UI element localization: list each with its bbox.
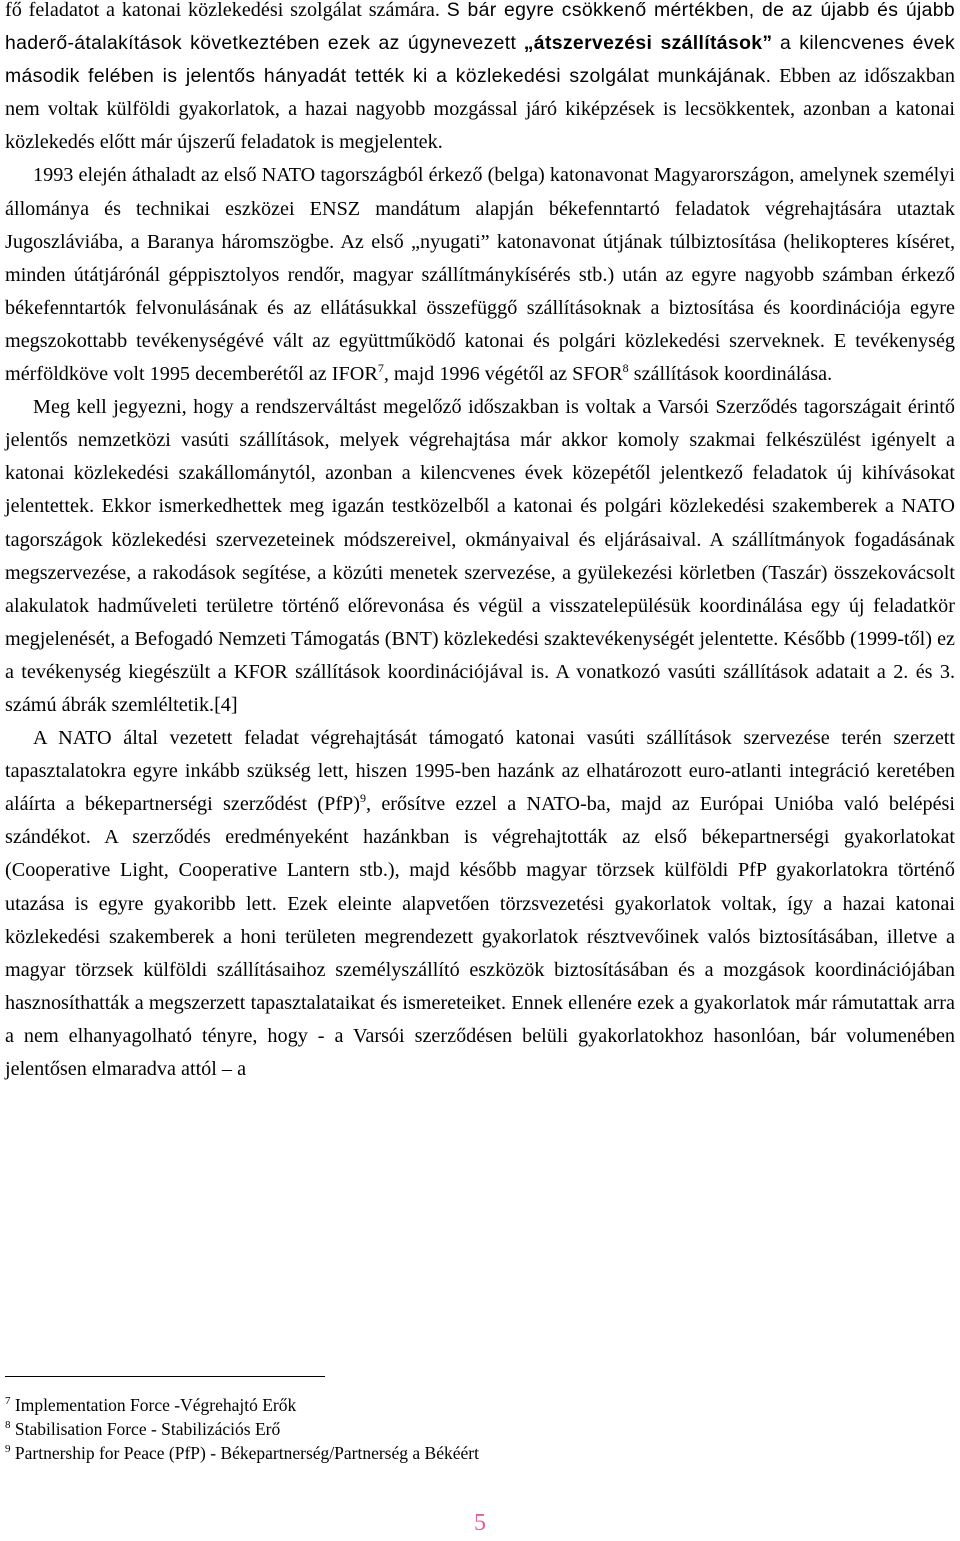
paragraph-3 [5,391,955,722]
footnote-ref-8: 8 [622,361,629,376]
paragraph-1-sans-a: S bár egyre csökkenő mértékben, de az újabb és újabb haderő-átalakítások következtében ezek az úgynevezett [5,0,956,55]
paragraph-1-sans-b: a kilencvenes évek második felében is jelentős hányadát tették ki a közlekedési szolgálat munkájának. [5,32,955,88]
footnote-text: Implementation Force -Végrehajtó Erők [14,1395,297,1415]
paragraph-2-text-a: 1993 elején áthaladt az első NATO tagországból érkező (belga) katonavonat Magyarországon, amelynek személyi állománya és technikai eszközei ENSZ mandátum alapján békefenntartó feladatok végrehajtására utaztak Jugoszláviába, a Baranya háromszögbe. Az első „nyugati” katonavonat útjának túlbiztosítása (helikopteres kíséret, minden útátjárónál géppisztolyos rendőr, magyar szállítmánykísérés stb.) után az egyre nagyobb számban érkező békefenntartók felvonulásának és az ellátásukkal összefüggő szállításoknak a biztosítása és koordinációja egyre megszokottabb tevékenységévé vált az együttműködő katonai és polgári közlekedési szerveknek. E tevékenység mérföldköve volt 1995 decemberétől az IFOR [5,164,955,386]
body-text [5,0,955,1086]
footnote-mark: 7 [5,1395,11,1407]
term-atszervezesi-szallitasok: „átszervezési szállítások” [523,32,773,55]
footnote-mark: 9 [5,1443,11,1455]
footnote-ref-7: 7 [377,361,384,376]
footnote-9 [5,1441,479,1465]
paragraph-3-text: Meg kell jegyezni, hogy a rendszerváltást megelőző időszakban is voltak a Varsói Szerződés tagországait érintő jelentős nemzetközi vasúti szállítások, melyek végrehajtása már akkor komoly szakmai felkészülést igényelt a katonai közlekedési szakállománytól, azonban a kilencvenes évek közepétől jelentkező feladatok új kihívásokat jelentettek. Ekkor ismerkedhettek meg igazán testközelből a katonai és polgári közlekedési szakemberek a NATO tagországok közlekedési szervezeteinek módszereivel, okmányaival és eljárásaival. A szállítmányok fogadásának megszervezése, a rakodások segítése, a közúti menetek szervezése, a gyülekezési körletben (Taszár) összekovácsolt alakulatok hadműveleti területre történő előrevonása és végül a visszatelepülésük koordinálása egy új feladatkör megjelenését, a Befogadó Nemzeti Támogatás (BNT) közlekedési szaktevékenységét jelentette. Később (1999-től) ez a tevékenység kiegészült a KFOR szállítások koordinációjával is. A vonatkozó vasúti szállítások adatait a 2. és 3. számú ábrák szemléltetik.[4] [5,396,955,716]
paragraph-2-text-c: szállítások koordinálása. [628,363,833,386]
paragraph-4-text-b: , erősítve ezzel a NATO-ba, majd az Európai Unióba való belépési szándékot. A szerződés eredményeként hazánkban is végrehajtották az első békepartnerségi gyakorlatokat (Cooperative Light, Cooperative Lantern stb.), majd később magyar törzsek külföldi PfP gyakorlatokra történő utazása is egyre gyakoribb lett. Ezek eleinte alapvetően törzsvezetési gyakorlatok voltak, így a hazai katonai közlekedési szakemberek a honi területen megrendezett gyakorlatok résztvevőinek valós biztosításában, illetve a magyar törzsek külföldi szállításaihoz személyszállító eszközök biztosításában és a mozgások koordinációjában hasznosíthatták a megszerzett tapasztalataikat és ismereteiket. Ennek ellenére ezek a gyakorlatok már rámutattak arra a nem elhanyagolható tényre, hogy - a Varsói szerződésen belüli gyakorlatokhoz hasonlóan, bár volumenében jelentősen elmaradva attól – a [5,793,956,1080]
paragraph-4 [5,722,955,1086]
footnote-separator [5,1376,325,1377]
paragraph-2 [5,159,955,391]
footnote-text: Stabilisation Force - Stabilizációs Erő [14,1419,281,1439]
footnote-ref-9: 9 [360,791,367,806]
paragraph-4-text-a: A NATO által vezetett feladat végrehajtását támogató katonai vasúti szállítások szervezése terén szerzett tapasztalatokra egyre inkább szükség lett, hiszen 1995-ben hazánk az elhatározott euro-atlanti integráció keretében aláírta a békepartnerségi szerződést (PfP) [5,727,955,816]
paragraph-1 [5,0,955,159]
page-number: 5 [474,1510,486,1536]
paragraph-1-rest: Ebben az időszakban nem voltak külföldi gyakorlatok, a hazai nagyobb mozgással járó kiképzések is lecsökkentek, azonban a katonai közlekedés előtt már újszerű feladatok is megjelentek. [5,65,955,154]
footnote-8 [5,1417,479,1441]
footnote-text: Partnership for Peace (PfP) - Békepartnerség/Partnerség a Békéért [14,1443,479,1463]
paragraph-2-text-b: , majd 1996 végétől az SFOR [383,363,623,386]
footnote-7 [5,1393,479,1417]
footnote-mark: 8 [5,1419,11,1431]
paragraph-1-start: fő feladatot a katonai közlekedési szolgálat számára. [5,0,440,21]
footnotes [5,1393,479,1465]
